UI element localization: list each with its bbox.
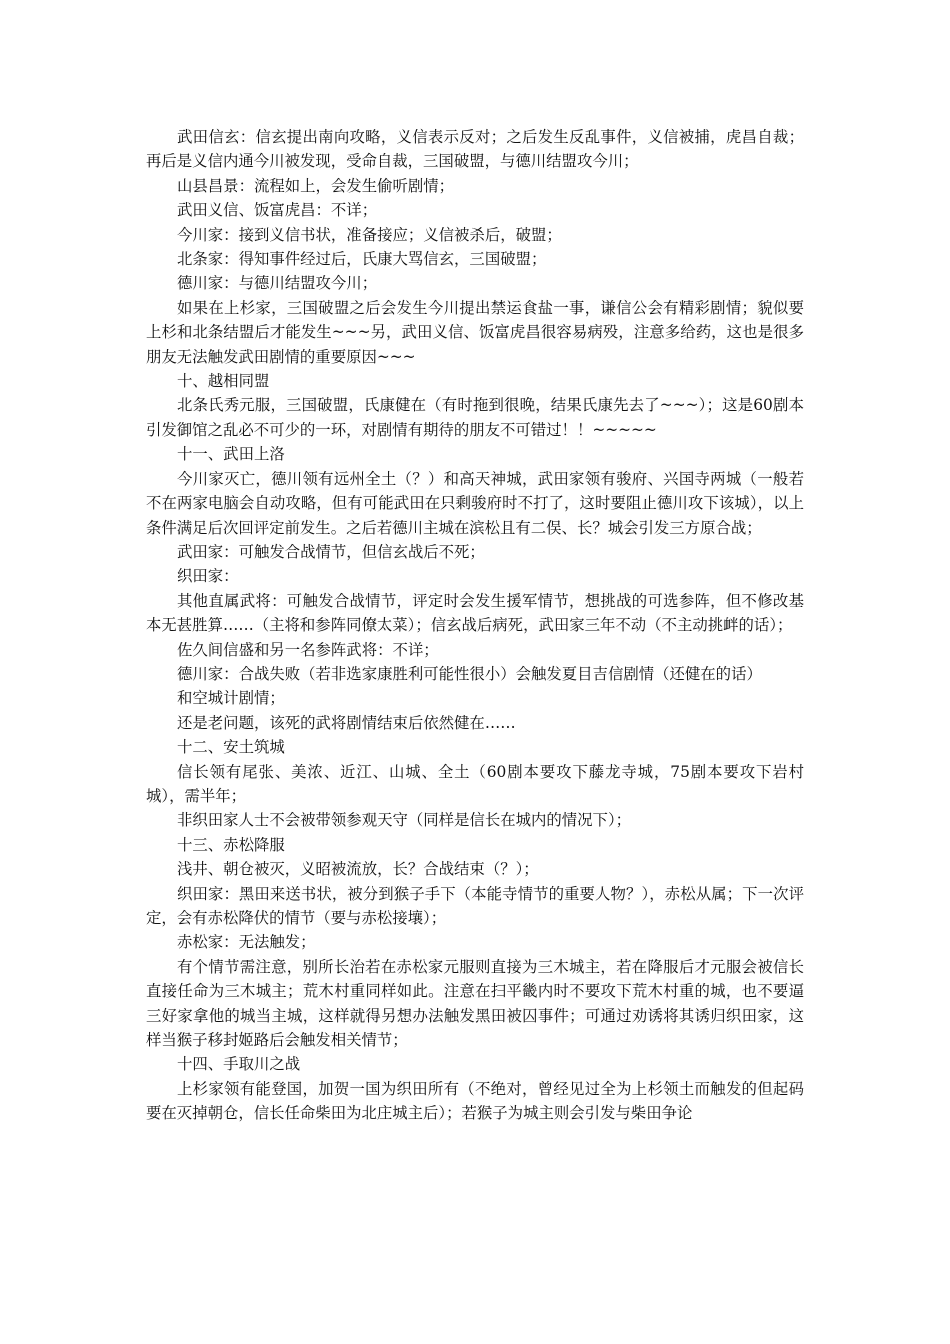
paragraph: 上杉家领有能登国，加贺一国为织田所有（不绝对，曾经见过全为上杉领土而触发的但起码要在灭掉朝仓，信长任命柴田为北庄城主后）；若猴子为城主则会引发与柴田争论 [146,1079,804,1123]
paragraph: 武田家：可触发合战情节，但信玄战后不死； [177,542,485,561]
paragraph: 北条家：得知事件经过后，氏康大骂信玄，三国破盟； [177,250,547,269]
paragraph: 今川家灭亡，德川领有远州全土（？）和高天神城，武田家领有骏府、兴国寺两城（一般若不在两家电脑会自动攻略，但有可能武田在只剩骏府时不打了，这时要阻止德川攻下该城），以上条件满足后次回评定前发生。之后若德川主城在滨松且有二俣、长？城会引发三方原合战； [146,469,804,537]
paragraph: 武田信玄：信玄提出南向攻略，义信表示反对；之后发生反乱事件，义信被捕，虎昌自裁；再后是义信内通今川被发现，受命自裁，三国破盟，与德川结盟攻今川； [146,128,804,171]
paragraph: 赤松家：无法触发； [177,933,316,952]
paragraph: 武田义信、饭富虎昌：不详； [177,201,378,220]
paragraph: 山县昌景：流程如上，会发生偷听剧情； [177,176,455,195]
document-body [146,125,804,1126]
paragraph: 佐久间信盛和另一名参阵武将：不详； [177,640,439,659]
paragraph: 有个情节需注意，别所长治若在赤松家元服则直接为三木城主，若在降服后才元服会被信长直接任命为三木城主；荒木村重同样如此。注意在扫平畿内时不要攻下荒木村重的城，也不要逼三好家拿他的城当主城，这样就得另想办法触发黑田被囚事件；可通过劝诱将其诱归织田家，这样当猴子移封姬路后会触发相关情节； [146,957,804,1050]
paragraph: 非织田家人士不会被带领参观天守（同样是信长在城内的情况下）； [177,811,632,830]
paragraph: 德川家：与德川结盟攻今川； [177,274,378,293]
paragraph: 还是老问题，该死的武将剧情结束后依然健在…… [177,713,516,732]
paragraph: 信长领有尾张、美浓、近江、山城、全土（60剧本要攻下藤龙寺城，75剧本要攻下岩村城），需半年； [146,762,804,805]
paragraph: 和空城计剧情； [177,689,285,708]
section-heading: 十三、赤松降服 [177,835,285,854]
section-heading: 十四、手取川之战 [177,1055,301,1074]
section-heading: 十一、武田上洛 [177,445,285,464]
paragraph: 德川家：合战失败（若非选家康胜利可能性很小）会触发夏目吉信剧情（还健在的话） [177,664,762,683]
paragraph: 织田家： [177,567,239,586]
paragraph: 如果在上杉家，三国破盟之后会发生今川提出禁运食盐一事，谦信公会有精彩剧情；貌似要上杉和北条结盟后才能发生~~~另，武田义信、饭富虎昌很容易病殁，注意多给药，这也是很多朋友无法触发武田剧情的重要原因~~~ [146,298,804,366]
paragraph: 其他直属武将：可触发合战情节，评定时会发生援军情节，想挑战的可选参阵，但不修改基本无甚胜算……（主将和参阵同僚太菜）；信玄战后病死，武田家三年不动（不主动挑衅的话）； [146,591,804,635]
section-heading: 十、越相同盟 [177,372,270,391]
paragraph: 织田家：黑田来送书状，被分到猴子手下（本能寺情节的重要人物？），赤松从属；下一次评定，会有赤松降伏的情节（要与赤松接壤）； [146,884,804,927]
paragraph: 浅井、朝仓被灭，义昭被流放，长？合战结束（？）； [177,860,539,879]
section-heading: 十二、安土筑城 [177,738,285,757]
paragraph: 北条氏秀元服，三国破盟，氏康健在（有时拖到很晚，结果氏康先去了~~~）；这是60剧本引发御馆之乱必不可少的一环，对剧情有期待的朋友不可错过！！~~~~~ [146,396,804,439]
paragraph: 今川家：接到义信书状，准备接应；义信被杀后，破盟； [177,225,562,244]
